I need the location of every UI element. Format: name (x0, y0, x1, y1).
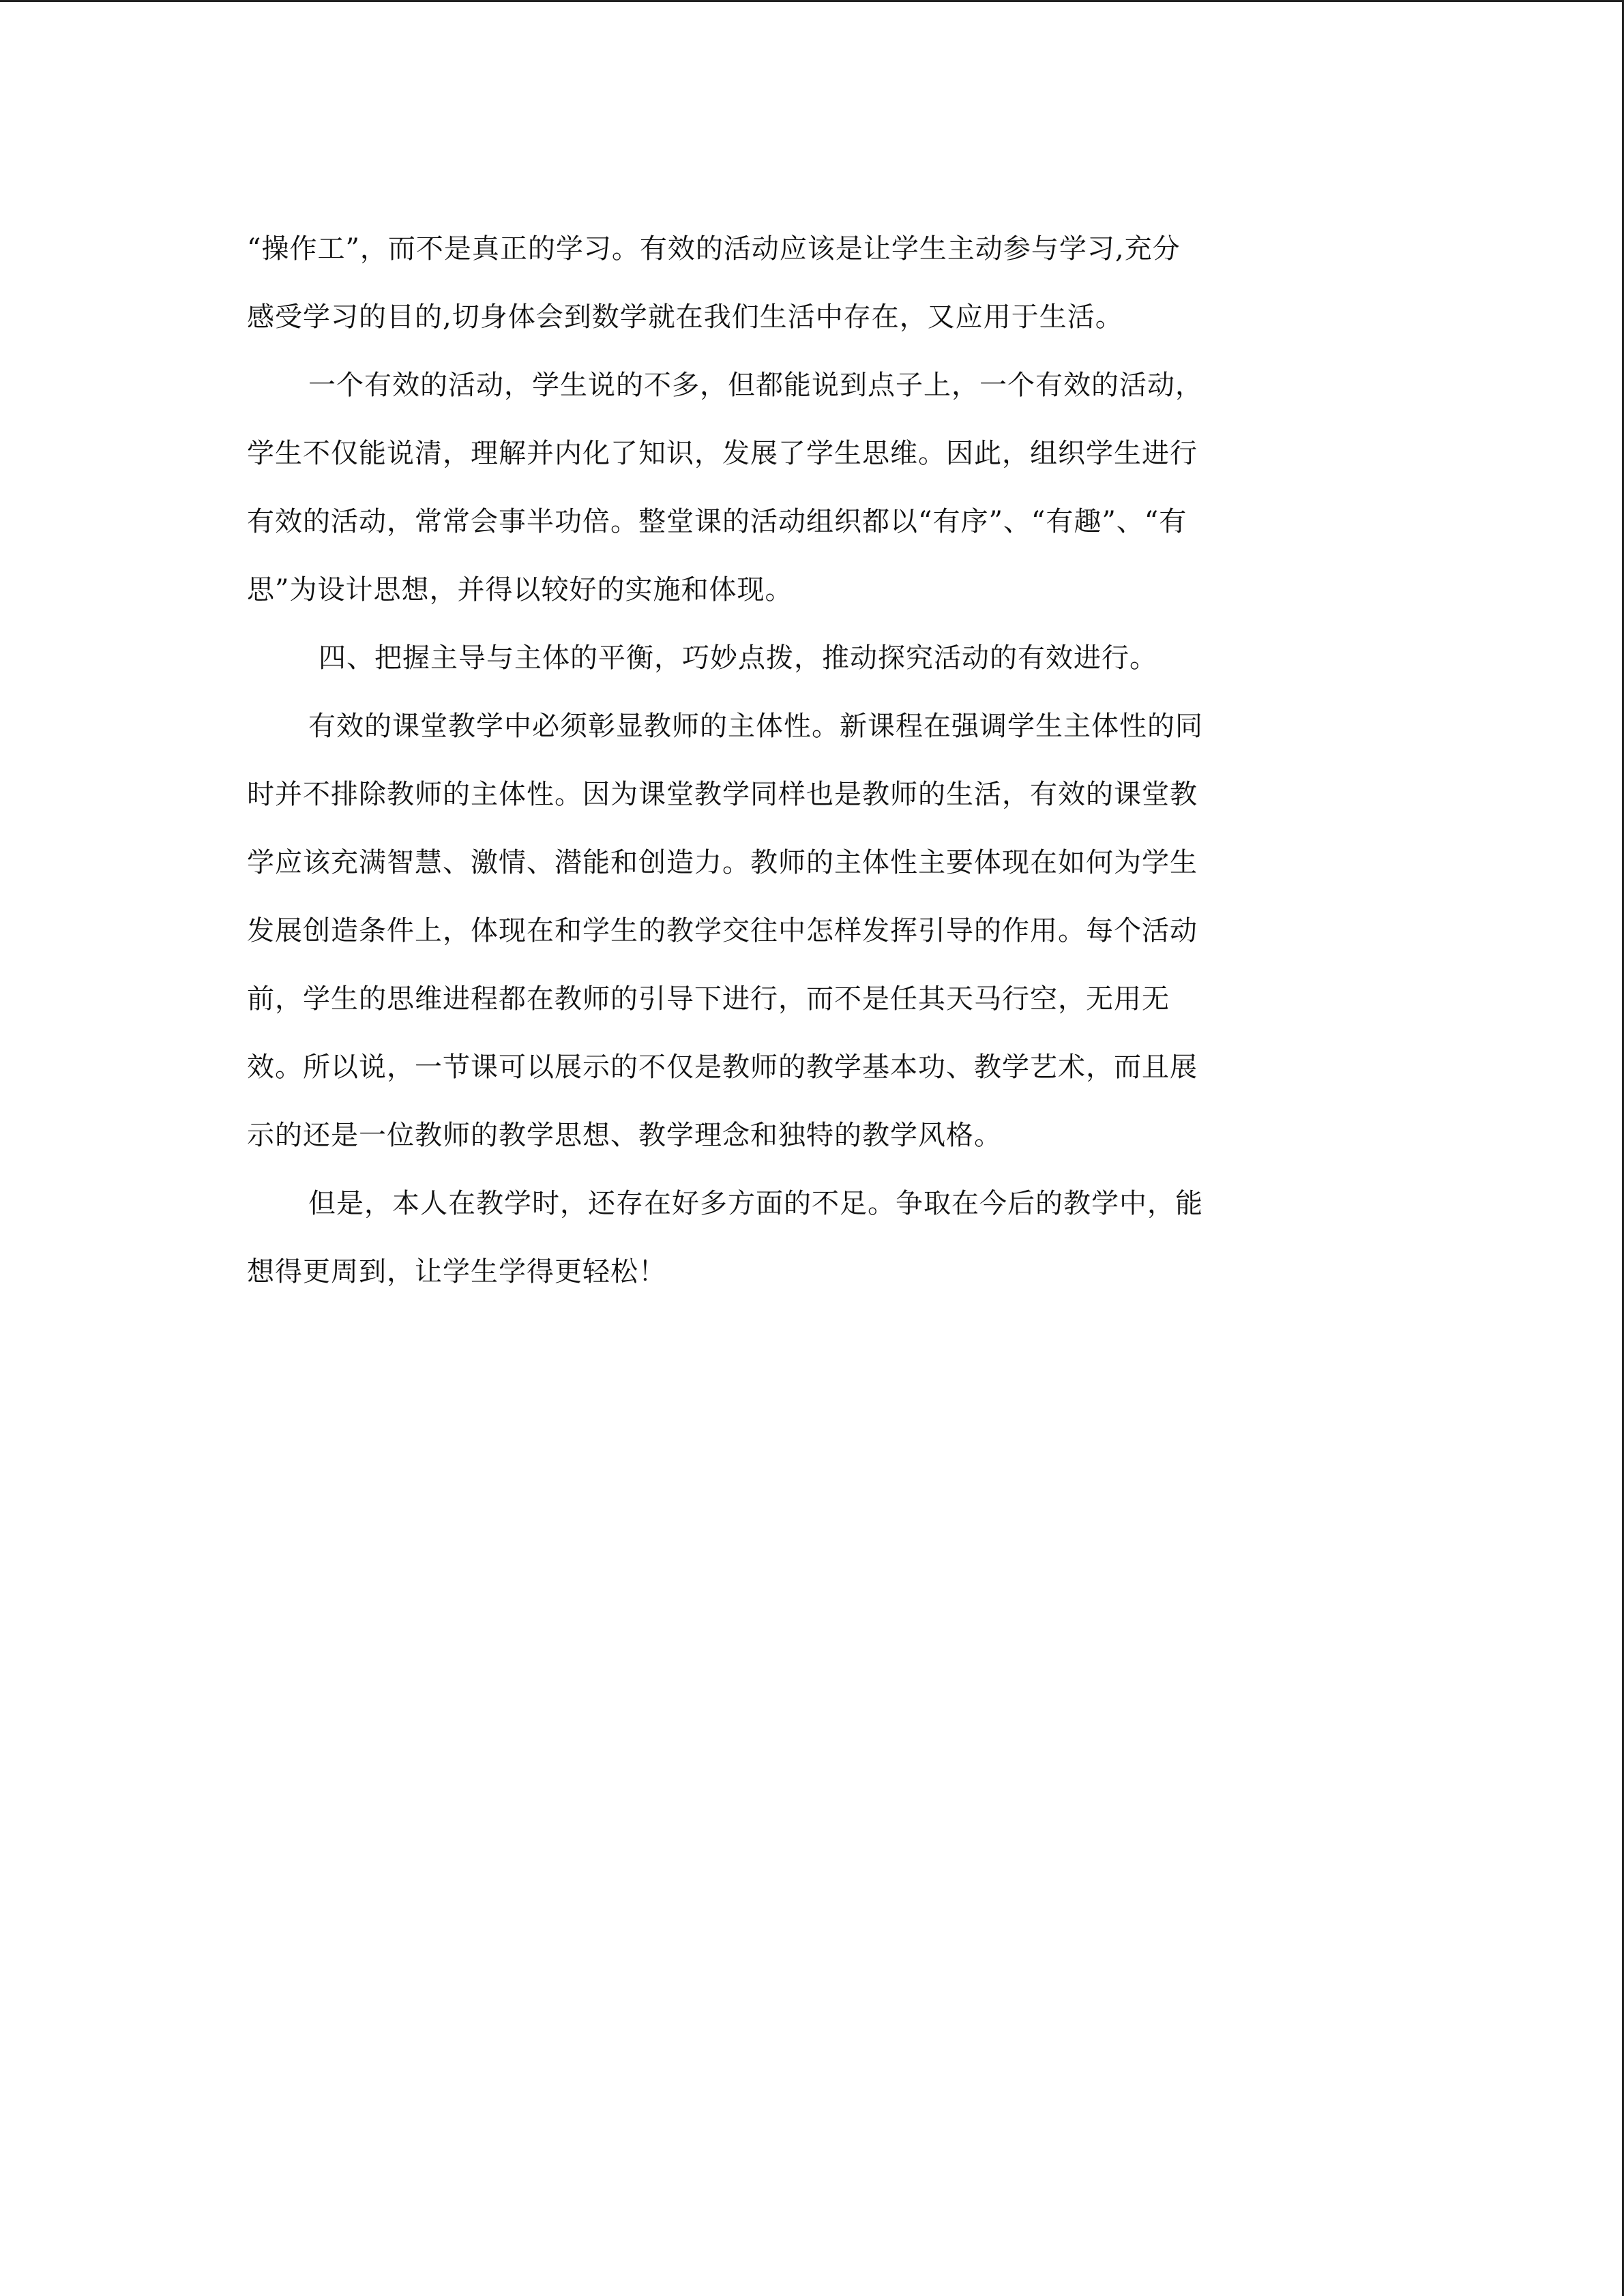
text-line: 学应该充满智慧、激情、潜能和创造力。教师的主体性主要体现在如何为学生 (247, 847, 1198, 878)
text-line: 发展创造条件上，体现在和学生的教学交往中怎样发挥引导的作用。每个活动 (247, 915, 1198, 946)
text-line: 效。所以说，一节课可以展示的不仅是教师的教学基本功、教学艺术，而且展 (247, 1052, 1198, 1083)
text-line: 感受学习的目的,切身体会到数学就在我们生活中存在，又应用于生活。 (247, 301, 1123, 333)
text-line: 学生不仅能说清，理解并内化了知识，发展了学生思维。因此，组织学生进行 (247, 438, 1198, 469)
text-line: 有效的活动，常常会事半功倍。整堂课的活动组织都以“有序”、“有趣”、“有 (247, 506, 1187, 537)
text-line: 但是，本人在教学时，还存在好多方面的不足。争取在今后的教学中，能 (308, 1188, 1203, 1219)
text-line: 有效的课堂教学中必须彰显教师的主体性。新课程在强调学生主体性的同 (308, 711, 1203, 742)
text-line: 示的还是一位教师的教学思想、教学理念和独特的教学风格。 (247, 1120, 1002, 1151)
document-body (247, 215, 1365, 1306)
text-line: 一个有效的活动，学生说的不多，但都能说到点子上，一个有效的活动， (308, 370, 1203, 401)
text-line: 思”为设计思想，并得以较好的实施和体现。 (247, 574, 793, 606)
text-line: 前，学生的思维进程都在教师的引导下进行，而不是任其天马行空，无用无 (247, 983, 1170, 1015)
text-line: 时并不排除教师的主体性。因为课堂教学同样也是教师的生活，有效的课堂教 (247, 779, 1198, 810)
text-line: 想得更周到，让学生学得更轻松！ (247, 1256, 666, 1287)
section-heading: 四、把握主导与主体的平衡，巧妙点拨，推动探究活动的有效进行。 (319, 642, 1157, 674)
text-line: “操作工”，而不是真正的学习。有效的活动应该是让学生主动参与学习,充分 (247, 233, 1181, 265)
